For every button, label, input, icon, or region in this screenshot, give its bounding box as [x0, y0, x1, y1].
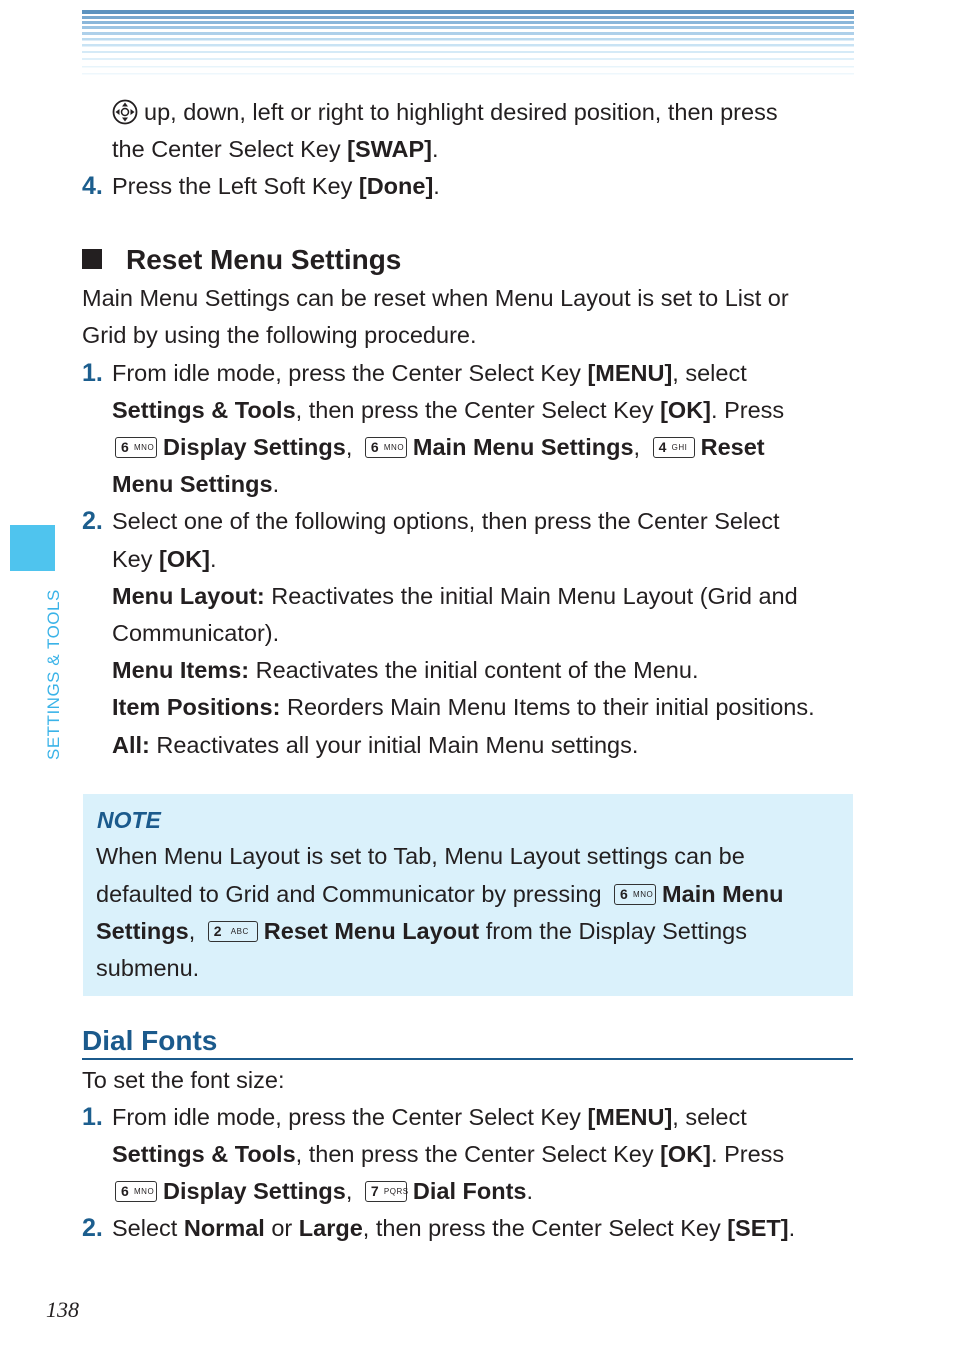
chapter-tab — [10, 525, 55, 571]
note-line-3: Settings, 2 ABC Reset Menu Layout from the Display Settings — [96, 918, 747, 944]
dial-step-1-line-3: 6 MNO Display Settings, 7 PQRS Dial Fonts. — [115, 1173, 533, 1210]
option-menu-items: Menu Items: Reactivates the initial content of the Menu. — [112, 657, 699, 683]
reset-step-1-line-2: Settings & Tools, then press the Center Select Key [OK]. Press — [112, 397, 785, 423]
reset-step-2-line-1: Select one of the following options, then press the Center Select — [112, 508, 780, 534]
note-line-4: submenu. — [96, 955, 200, 981]
key-4-icon: 4 GHI — [653, 437, 695, 458]
step-number: 1. — [82, 1103, 103, 1131]
note-line-2: defaulted to Grid and Communicator by pressing 6 MNO Main Menu — [96, 881, 784, 907]
key-6-icon: 6 MNO — [365, 437, 407, 458]
page-number: 138 — [46, 1297, 79, 1322]
chapter-label: SETTINGS & TOOLS — [44, 589, 63, 760]
intro-line-1: up, down, left or right to highlight desired position, then press — [112, 94, 778, 131]
option-item-positions: Item Positions: Reorders Main Menu Items to their initial positions. — [112, 694, 815, 720]
key-6-icon: 6 MNO — [115, 437, 157, 458]
heading-rule — [82, 1058, 853, 1060]
step-4-text: Press the Left Soft Key [Done]. — [112, 173, 440, 199]
step-number: 1. — [82, 359, 103, 387]
reset-step-2-line-2: Key [OK]. — [112, 546, 217, 572]
key-6-icon: 6 MNO — [115, 1181, 157, 1202]
section-desc-2: Grid by using the following procedure. — [82, 322, 477, 348]
dial-step-2: Select Normal or Large, then press the Center Select Key [SET]. — [112, 1215, 796, 1241]
dial-step-1-line-2: Settings & Tools, then press the Center Select Key [OK]. Press — [112, 1141, 785, 1167]
dial-step-1-line-1: From idle mode, press the Center Select Key [MENU], select — [112, 1104, 747, 1130]
intro-line-2: the Center Select Key [SWAP]. — [112, 136, 439, 162]
section-desc-1: Main Menu Settings can be reset when Menu Layout is set to List or — [82, 285, 789, 311]
option-all: All: Reactivates all your initial Main Menu settings. — [112, 732, 639, 758]
header-banner — [82, 10, 854, 78]
step-number: 2. — [82, 507, 103, 535]
square-bullet-icon — [82, 249, 102, 269]
dial-fonts-intro: To set the font size: — [82, 1067, 285, 1093]
step-number: 2. — [82, 1214, 103, 1242]
reset-step-1-line-4: Menu Settings. — [112, 471, 280, 497]
key-2-icon: 2 ABC — [208, 921, 258, 942]
note-title: NOTE — [97, 807, 161, 833]
header-stripes — [82, 10, 854, 78]
note-line-1: When Menu Layout is set to Tab, Menu Layout settings can be — [96, 843, 745, 869]
dial-fonts-heading: Dial Fonts — [82, 1025, 218, 1056]
section-heading: Reset Menu Settings — [82, 241, 401, 279]
step-number: 4. — [82, 172, 103, 200]
navigation-key-icon — [112, 99, 138, 125]
option-menu-layout: Menu Layout: Reactivates the initial Main Menu Layout (Grid and — [112, 583, 798, 609]
option-menu-layout-cont: Communicator). — [112, 620, 280, 646]
reset-step-1-line-3: 6 MNO Display Settings, 6 MNO Main Menu Settings, 4 GHI Reset — [115, 429, 765, 466]
key-6-icon: 6 MNO — [614, 884, 656, 905]
reset-step-1-line-1: From idle mode, press the Center Select Key [MENU], select — [112, 360, 747, 386]
key-7-icon: 7 PQRS — [365, 1181, 407, 1202]
